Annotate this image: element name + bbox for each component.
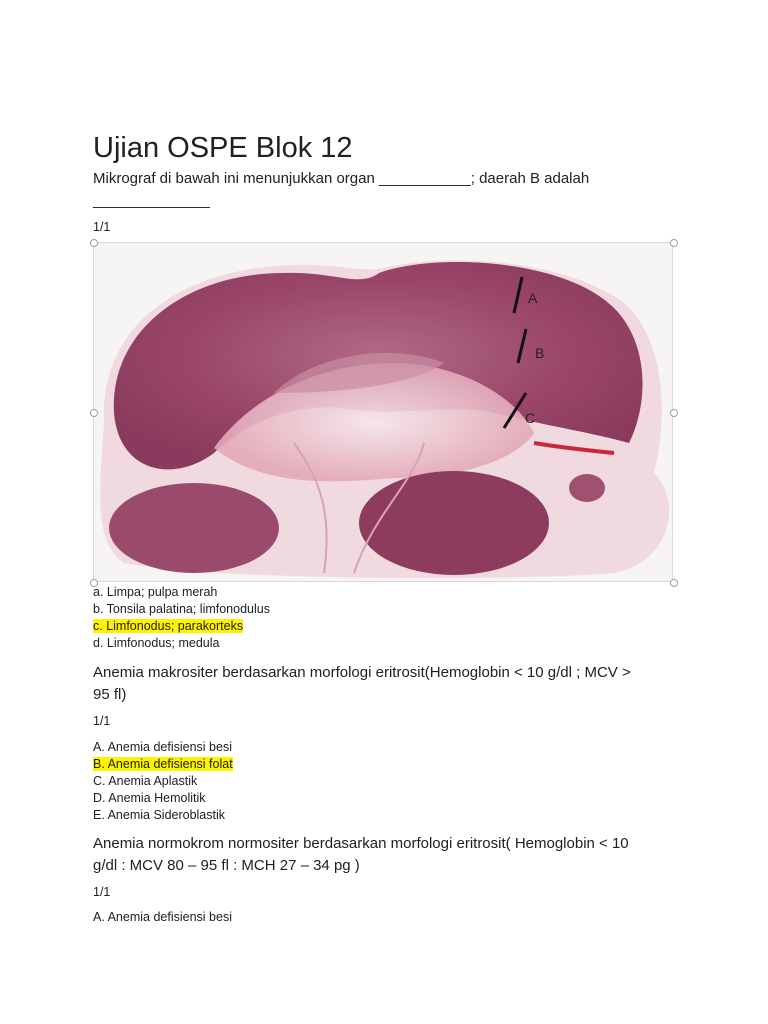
- label-a: A: [528, 290, 538, 306]
- question-2-score: 1/1: [93, 714, 111, 728]
- option[interactable]: a. Limpa; pulpa merah: [93, 585, 218, 599]
- question-2-line-2: 95 fl): [93, 686, 127, 703]
- label-b: B: [535, 345, 545, 361]
- question-3-options: [93, 909, 232, 926]
- question-3-text: [93, 833, 668, 877]
- option-selected[interactable]: B. Anemia defisiensi folat: [93, 757, 233, 771]
- question-1-score: 1/1: [93, 220, 111, 234]
- question-1-line-1: Mikrograf di bawah ini menunjukkan organ ___________; daerah B adalah: [93, 170, 590, 187]
- option[interactable]: A. Anemia defisiensi besi: [93, 740, 232, 754]
- option[interactable]: d. Limfonodus; medula: [93, 636, 220, 650]
- label-c: C: [525, 410, 536, 426]
- option[interactable]: E. Anemia Sideroblastik: [93, 808, 226, 822]
- option[interactable]: b. Tonsila palatina; limfonodulus: [93, 602, 270, 616]
- micrograph-image: [94, 243, 673, 582]
- question-2-options: [93, 739, 233, 824]
- option-selected[interactable]: c. Limfonodus; parakorteks: [93, 619, 244, 633]
- question-1-options: [93, 584, 270, 652]
- option[interactable]: C. Anemia Aplastik: [93, 774, 198, 788]
- question-1-line-2: ______________: [93, 192, 210, 209]
- question-1-text: [93, 168, 668, 212]
- question-3-line-2: g/dl : MCV 80 – 95 fl : MCH 27 – 34 pg ): [93, 857, 360, 874]
- question-2-line-1: Anemia makrositer berdasarkan morfologi eritrosit(Hemoglobin < 10 g/dl ; MCV >: [93, 664, 631, 681]
- resize-handle-middle-left[interactable]: [90, 409, 98, 417]
- resize-handle-bottom-right[interactable]: [670, 579, 678, 587]
- question-3-score: 1/1: [93, 885, 111, 899]
- resize-handle-middle-right[interactable]: [670, 409, 678, 417]
- question-3-line-1: Anemia normokrom normositer berdasarkan morfologi eritrosit( Hemoglobin < 10: [93, 835, 629, 852]
- question-2-text: [93, 662, 668, 706]
- resize-handle-top-right[interactable]: [670, 239, 678, 247]
- option[interactable]: A. Anemia defisiensi besi: [93, 910, 232, 924]
- option[interactable]: D. Anemia Hemolitik: [93, 791, 206, 805]
- lymph-node-micrograph: [93, 242, 673, 582]
- page-title: Ujian OSPE Blok 12: [93, 132, 353, 164]
- resize-handle-top-left[interactable]: [90, 239, 98, 247]
